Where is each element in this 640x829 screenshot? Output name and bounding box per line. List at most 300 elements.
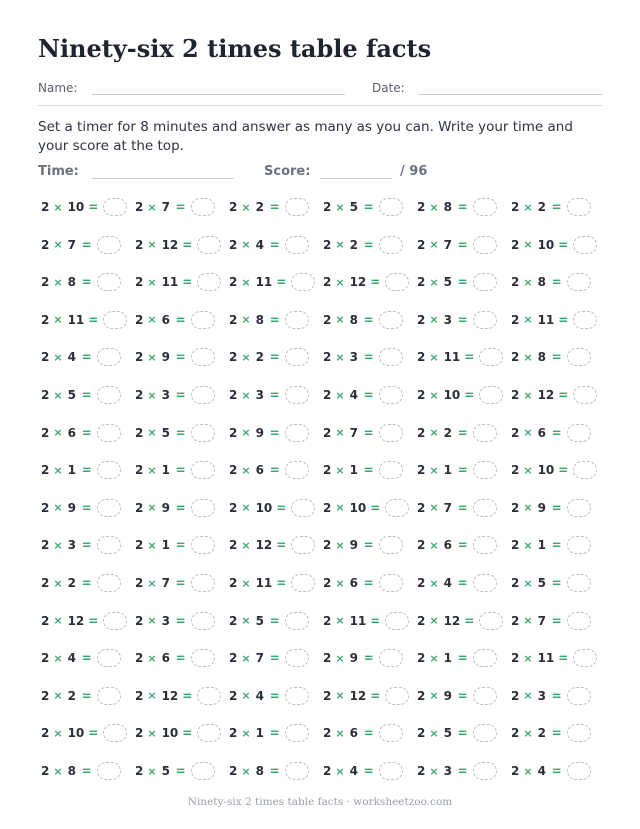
answer-box[interactable] xyxy=(379,536,403,554)
fact-multiplier: 8 xyxy=(537,275,546,290)
fact-item xyxy=(135,271,221,293)
equals-sign: = xyxy=(558,388,569,402)
answer-box[interactable] xyxy=(473,724,497,742)
answer-box[interactable] xyxy=(567,574,591,592)
fact-multiplier: 9 xyxy=(67,500,76,515)
answer-box[interactable] xyxy=(385,612,409,630)
fact-multiplier: 7 xyxy=(443,500,452,515)
equals-sign: = xyxy=(269,425,280,440)
time-label: Time: xyxy=(38,164,79,179)
equals-sign: = xyxy=(363,538,374,553)
fact-multiplicand: 2 xyxy=(135,463,144,478)
answer-box[interactable] xyxy=(379,311,403,329)
times-sign: × xyxy=(335,689,345,703)
answer-box[interactable] xyxy=(379,649,403,667)
times-sign: × xyxy=(335,463,345,477)
fact-multiplier: 2 xyxy=(349,237,358,252)
times-sign: × xyxy=(53,538,63,552)
fact-item xyxy=(135,722,221,744)
fact-item xyxy=(229,760,309,782)
fact-multiplicand: 2 xyxy=(323,312,332,327)
fact-multiplicand: 2 xyxy=(417,388,426,402)
equals-sign: = xyxy=(88,613,99,628)
answer-box[interactable] xyxy=(97,762,121,780)
times-sign: × xyxy=(147,200,157,214)
answer-box[interactable] xyxy=(379,198,403,216)
times-sign: × xyxy=(241,689,251,703)
fact-item xyxy=(135,346,215,368)
times-sign: × xyxy=(147,463,157,477)
answer-box[interactable] xyxy=(385,273,409,291)
answer-box[interactable] xyxy=(191,461,215,479)
answer-box[interactable] xyxy=(97,424,121,442)
answer-box[interactable] xyxy=(379,348,403,366)
equals-sign: = xyxy=(88,200,99,214)
fact-multiplicand: 2 xyxy=(511,538,520,553)
fact-item xyxy=(229,384,309,406)
answer-box[interactable] xyxy=(285,311,309,329)
fact-item xyxy=(229,722,309,744)
answer-box[interactable] xyxy=(191,348,215,366)
equals-sign: = xyxy=(269,312,280,327)
fact-multiplicand: 2 xyxy=(135,425,144,440)
answer-box[interactable] xyxy=(473,461,497,479)
times-sign: × xyxy=(523,350,533,364)
times-sign: × xyxy=(335,614,345,628)
fact-item xyxy=(135,572,215,594)
fact-multiplier: 9 xyxy=(255,425,264,440)
equals-sign: = xyxy=(269,764,280,778)
fact-multiplier: 4 xyxy=(67,350,76,365)
times-sign: × xyxy=(429,350,439,364)
answer-box[interactable] xyxy=(103,612,127,630)
times-sign: × xyxy=(147,388,157,402)
equals-sign: = xyxy=(457,688,468,703)
answer-box[interactable] xyxy=(285,461,309,479)
times-sign: × xyxy=(147,614,157,628)
answer-box[interactable] xyxy=(197,236,221,254)
fact-item xyxy=(417,422,497,444)
fact-multiplier: 8 xyxy=(255,312,264,327)
times-sign: × xyxy=(147,576,157,590)
answer-box[interactable] xyxy=(285,236,309,254)
answer-box[interactable] xyxy=(479,348,503,366)
fact-multiplicand: 2 xyxy=(41,425,50,440)
fact-item xyxy=(323,610,409,632)
answer-box[interactable] xyxy=(379,236,403,254)
answer-box[interactable] xyxy=(379,386,403,404)
fact-multiplier: 10 xyxy=(255,500,273,515)
equals-sign: = xyxy=(551,350,562,365)
answer-box[interactable] xyxy=(291,536,315,554)
fact-multiplicand: 2 xyxy=(323,500,332,515)
answer-box[interactable] xyxy=(97,687,121,705)
answer-box[interactable] xyxy=(567,612,591,630)
fact-multiplier: 9 xyxy=(161,500,170,515)
fact-multiplicand: 2 xyxy=(41,200,50,214)
answer-box[interactable] xyxy=(97,236,121,254)
answer-box[interactable] xyxy=(285,612,309,630)
equals-sign: = xyxy=(175,463,186,478)
fact-item xyxy=(511,422,591,444)
answer-box[interactable] xyxy=(567,424,591,442)
answer-box[interactable] xyxy=(97,461,121,479)
fact-multiplier: 4 xyxy=(67,651,76,666)
times-sign: × xyxy=(147,238,157,252)
fact-multiplier: 7 xyxy=(443,237,452,252)
answer-box[interactable] xyxy=(191,649,215,667)
equals-sign: = xyxy=(175,388,186,402)
times-sign: × xyxy=(53,350,63,364)
equals-sign: = xyxy=(363,312,374,327)
fact-multiplier: 4 xyxy=(255,688,264,703)
fact-multiplicand: 2 xyxy=(135,613,144,628)
equals-sign: = xyxy=(370,613,381,628)
fact-multiplier: 11 xyxy=(537,312,555,327)
fact-multiplier: 1 xyxy=(537,538,546,553)
fact-item xyxy=(229,309,309,331)
fact-multiplicand: 2 xyxy=(135,237,144,252)
fact-multiplier: 9 xyxy=(537,500,546,515)
answer-box[interactable] xyxy=(473,499,497,517)
fact-multiplier: 12 xyxy=(67,613,85,628)
answer-box[interactable] xyxy=(97,273,121,291)
equals-sign: = xyxy=(175,538,186,553)
fact-multiplier: 3 xyxy=(443,764,452,778)
fact-multiplicand: 2 xyxy=(511,425,520,440)
fact-multiplier: 6 xyxy=(349,726,358,741)
fact-item xyxy=(417,384,503,406)
answer-box[interactable] xyxy=(379,762,403,780)
answer-box[interactable] xyxy=(567,536,591,554)
score-field[interactable] xyxy=(320,178,392,179)
equals-sign: = xyxy=(88,726,99,741)
fact-item xyxy=(41,610,127,632)
fact-multiplier: 1 xyxy=(255,726,264,741)
equals-sign: = xyxy=(276,275,287,290)
fact-item xyxy=(41,234,121,256)
fact-item xyxy=(135,459,215,481)
answer-box[interactable] xyxy=(573,386,597,404)
fact-multiplicand: 2 xyxy=(323,576,332,590)
times-sign: × xyxy=(429,764,439,778)
fact-item xyxy=(229,685,309,707)
fact-multiplier: 2 xyxy=(67,688,76,703)
fact-item xyxy=(417,685,497,707)
fact-multiplicand: 2 xyxy=(229,312,238,327)
fact-multiplier: 2 xyxy=(67,576,76,590)
answer-box[interactable] xyxy=(285,348,309,366)
times-sign: × xyxy=(335,200,345,214)
fact-multiplicand: 2 xyxy=(135,275,144,290)
name-field[interactable] xyxy=(92,94,345,95)
fact-multiplicand: 2 xyxy=(323,463,332,478)
fact-multiplicand: 2 xyxy=(323,237,332,252)
fact-multiplicand: 2 xyxy=(229,613,238,628)
fact-multiplicand: 2 xyxy=(229,576,238,590)
answer-box[interactable] xyxy=(285,649,309,667)
answer-box[interactable] xyxy=(567,724,591,742)
answer-box[interactable] xyxy=(191,386,215,404)
fact-multiplicand: 2 xyxy=(135,576,144,590)
answer-box[interactable] xyxy=(567,198,591,216)
fact-multiplicand: 2 xyxy=(229,425,238,440)
fact-multiplier: 6 xyxy=(537,425,546,440)
fact-multiplier: 3 xyxy=(255,388,264,402)
times-sign: × xyxy=(335,726,345,740)
answer-box[interactable] xyxy=(567,499,591,517)
answer-box[interactable] xyxy=(567,273,591,291)
answer-box[interactable] xyxy=(97,499,121,517)
times-sign: × xyxy=(241,651,251,665)
fact-item xyxy=(511,384,597,406)
date-label: Date: xyxy=(372,81,405,95)
times-sign: × xyxy=(53,576,63,590)
times-sign: × xyxy=(523,689,533,703)
answer-box[interactable] xyxy=(567,762,591,780)
equals-sign: = xyxy=(457,651,468,666)
fact-multiplicand: 2 xyxy=(41,350,50,365)
answer-box[interactable] xyxy=(285,687,309,705)
fact-multiplier: 11 xyxy=(161,275,179,290)
equals-sign: = xyxy=(457,312,468,327)
answer-box[interactable] xyxy=(473,536,497,554)
answer-box[interactable] xyxy=(379,574,403,592)
answer-box[interactable] xyxy=(97,386,121,404)
answer-box[interactable] xyxy=(385,687,409,705)
equals-sign: = xyxy=(182,237,193,252)
answer-box[interactable] xyxy=(473,273,497,291)
answer-box[interactable] xyxy=(291,574,315,592)
times-sign: × xyxy=(429,538,439,552)
fact-item xyxy=(323,459,403,481)
times-sign: × xyxy=(335,238,345,252)
answer-box[interactable] xyxy=(473,687,497,705)
name-label: Name: xyxy=(38,81,78,95)
fact-multiplicand: 2 xyxy=(229,651,238,666)
times-sign: × xyxy=(523,614,533,628)
times-sign: × xyxy=(523,388,533,402)
fact-item xyxy=(135,534,215,556)
score-total: / 96 xyxy=(400,164,428,179)
answer-box[interactable] xyxy=(573,461,597,479)
answer-box[interactable] xyxy=(191,424,215,442)
equals-sign: = xyxy=(81,463,92,478)
times-sign: × xyxy=(335,388,345,402)
fact-multiplier: 3 xyxy=(349,350,358,365)
fact-item xyxy=(323,647,403,669)
fact-multiplier: 6 xyxy=(443,538,452,553)
answer-box[interactable] xyxy=(191,612,215,630)
answer-box[interactable] xyxy=(197,273,221,291)
answer-box[interactable] xyxy=(103,198,127,216)
times-sign: × xyxy=(241,576,251,590)
fact-multiplier: 4 xyxy=(443,576,452,590)
times-sign: × xyxy=(147,538,157,552)
times-sign: × xyxy=(523,501,533,515)
times-sign: × xyxy=(53,200,63,214)
answer-box[interactable] xyxy=(97,649,121,667)
equals-sign: = xyxy=(551,764,562,778)
times-sign: × xyxy=(335,426,345,440)
fact-multiplicand: 2 xyxy=(135,688,144,703)
times-sign: × xyxy=(53,238,63,252)
answer-box[interactable] xyxy=(567,687,591,705)
answer-box[interactable] xyxy=(573,311,597,329)
fact-item xyxy=(417,309,497,331)
fact-multiplicand: 2 xyxy=(135,500,144,515)
answer-box[interactable] xyxy=(291,273,315,291)
fact-multiplicand: 2 xyxy=(229,688,238,703)
answer-box[interactable] xyxy=(473,311,497,329)
equals-sign: = xyxy=(370,688,381,703)
fact-multiplier: 5 xyxy=(161,764,170,778)
equals-sign: = xyxy=(175,312,186,327)
fact-multiplicand: 2 xyxy=(511,350,520,365)
times-sign: × xyxy=(241,614,251,628)
answer-box[interactable] xyxy=(191,536,215,554)
answer-box[interactable] xyxy=(573,236,597,254)
answer-box[interactable] xyxy=(291,499,315,517)
fact-multiplicand: 2 xyxy=(41,764,50,778)
answer-box[interactable] xyxy=(473,198,497,216)
fact-item xyxy=(229,196,309,218)
answer-box[interactable] xyxy=(97,574,121,592)
fact-multiplicand: 2 xyxy=(417,688,426,703)
times-sign: × xyxy=(335,313,345,327)
fact-item xyxy=(41,760,121,782)
answer-box[interactable] xyxy=(191,499,215,517)
answer-box[interactable] xyxy=(191,574,215,592)
answer-box[interactable] xyxy=(285,724,309,742)
answer-box[interactable] xyxy=(479,612,503,630)
fact-item xyxy=(135,685,221,707)
fact-multiplicand: 2 xyxy=(511,726,520,741)
times-sign: × xyxy=(53,726,63,740)
answer-box[interactable] xyxy=(379,724,403,742)
fact-item xyxy=(417,534,497,556)
fact-item xyxy=(41,572,121,594)
equals-sign: = xyxy=(363,651,374,666)
fact-item xyxy=(511,722,591,744)
equals-sign: = xyxy=(457,500,468,515)
equals-sign: = xyxy=(175,500,186,515)
fact-multiplier: 2 xyxy=(255,200,264,214)
answer-box[interactable] xyxy=(473,762,497,780)
fact-multiplicand: 2 xyxy=(417,350,426,365)
answer-box[interactable] xyxy=(191,311,215,329)
fact-multiplier: 1 xyxy=(349,463,358,478)
fact-multiplicand: 2 xyxy=(41,576,50,590)
equals-sign: = xyxy=(558,463,569,478)
answer-box[interactable] xyxy=(103,724,127,742)
fact-multiplier: 9 xyxy=(161,350,170,365)
fact-item xyxy=(323,196,403,218)
fact-multiplier: 12 xyxy=(537,388,555,402)
answer-box[interactable] xyxy=(191,762,215,780)
equals-sign: = xyxy=(269,613,280,628)
equals-sign: = xyxy=(81,651,92,666)
answer-box[interactable] xyxy=(197,724,221,742)
answer-box[interactable] xyxy=(285,762,309,780)
answer-box[interactable] xyxy=(567,348,591,366)
fact-item xyxy=(417,760,497,782)
fact-multiplicand: 2 xyxy=(41,500,50,515)
fact-multiplicand: 2 xyxy=(417,538,426,553)
fact-item xyxy=(41,422,121,444)
answer-box[interactable] xyxy=(97,348,121,366)
times-sign: × xyxy=(523,538,533,552)
fact-multiplicand: 2 xyxy=(135,726,144,741)
equals-sign: = xyxy=(269,388,280,402)
equals-sign: = xyxy=(81,500,92,515)
fact-multiplicand: 2 xyxy=(229,500,238,515)
times-sign: × xyxy=(335,275,345,289)
times-sign: × xyxy=(429,313,439,327)
times-sign: × xyxy=(241,726,251,740)
answer-box[interactable] xyxy=(479,386,503,404)
equals-sign: = xyxy=(175,425,186,440)
answer-box[interactable] xyxy=(473,649,497,667)
equals-sign: = xyxy=(363,726,374,741)
fact-multiplicand: 2 xyxy=(229,764,238,778)
times-sign: × xyxy=(53,313,63,327)
fact-multiplier: 10 xyxy=(443,388,461,402)
answer-box[interactable] xyxy=(197,687,221,705)
fact-multiplicand: 2 xyxy=(417,651,426,666)
fact-multiplicand: 2 xyxy=(417,726,426,741)
answer-box[interactable] xyxy=(385,499,409,517)
fact-multiplier: 4 xyxy=(255,237,264,252)
equals-sign: = xyxy=(81,764,92,778)
answer-box[interactable] xyxy=(103,311,127,329)
answer-box[interactable] xyxy=(379,461,403,479)
fact-multiplier: 9 xyxy=(443,688,452,703)
equals-sign: = xyxy=(363,237,374,252)
fact-multiplicand: 2 xyxy=(417,237,426,252)
answer-box[interactable] xyxy=(97,536,121,554)
times-sign: × xyxy=(241,388,251,402)
fact-multiplier: 8 xyxy=(255,764,264,778)
fact-multiplicand: 2 xyxy=(511,200,520,214)
answer-box[interactable] xyxy=(473,574,497,592)
answer-box[interactable] xyxy=(285,424,309,442)
answer-box[interactable] xyxy=(473,424,497,442)
fact-multiplier: 12 xyxy=(349,688,367,703)
fact-item xyxy=(41,459,121,481)
answer-box[interactable] xyxy=(191,198,215,216)
time-field[interactable] xyxy=(92,178,234,179)
fact-item xyxy=(41,722,127,744)
fact-item xyxy=(41,647,121,669)
fact-multiplier: 3 xyxy=(537,688,546,703)
answer-box[interactable] xyxy=(285,198,309,216)
answer-box[interactable] xyxy=(473,236,497,254)
fact-item xyxy=(417,722,497,744)
answer-box[interactable] xyxy=(573,649,597,667)
fact-multiplier: 9 xyxy=(349,651,358,666)
equals-sign: = xyxy=(269,688,280,703)
answer-box[interactable] xyxy=(285,386,309,404)
fact-multiplicand: 2 xyxy=(511,500,520,515)
times-sign: × xyxy=(241,350,251,364)
answer-box[interactable] xyxy=(379,424,403,442)
times-sign: × xyxy=(429,200,439,214)
date-field[interactable] xyxy=(418,94,602,95)
equals-sign: = xyxy=(457,726,468,741)
times-sign: × xyxy=(429,388,439,402)
equals-sign: = xyxy=(551,500,562,515)
